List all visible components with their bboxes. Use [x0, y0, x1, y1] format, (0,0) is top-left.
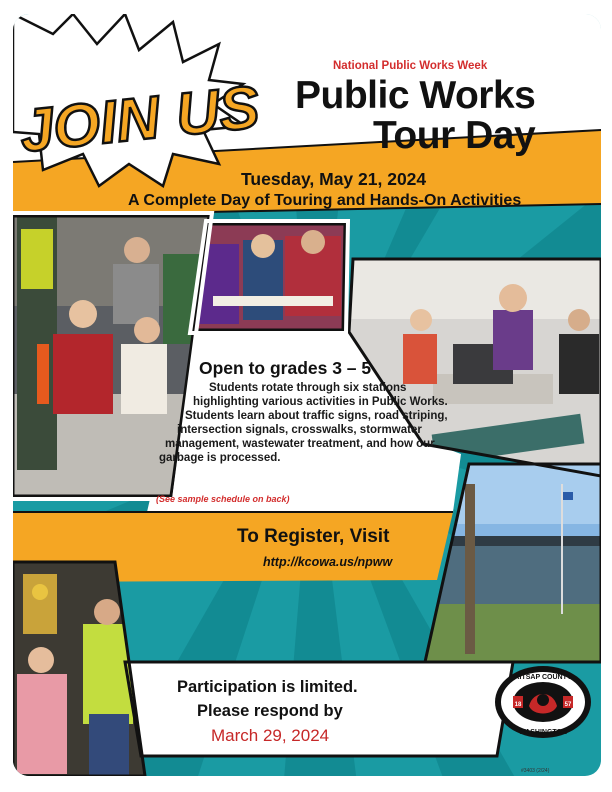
seal-right-year: 57	[564, 702, 572, 708]
join-us-badge	[13, 54, 273, 174]
description-line: intersection signals, crosswalks, stormwater	[177, 424, 422, 436]
seal-bottom-text: WASHINGTON	[518, 729, 568, 736]
description-line: management, wastewater treatment, and how our	[165, 438, 435, 450]
register-link[interactable]: http://kcowa.us/npww	[263, 555, 393, 569]
photo-kids-activity	[193, 224, 353, 330]
seal-left-year: 18	[514, 702, 522, 708]
join-us-text: JOIN US	[16, 72, 263, 165]
schedule-note: (See sample schedule on back)	[156, 494, 290, 504]
response-deadline: March 29, 2024	[211, 726, 330, 745]
event-tagline: A Complete Day of Touring and Hands-On Activities	[128, 192, 522, 209]
register-heading: To Register, Visit	[237, 526, 390, 547]
national-week-label: National Public Works Week	[333, 60, 488, 72]
description-line: Students learn about traffic signs, road striping,	[185, 410, 448, 422]
title-line-2: Tour Day	[373, 114, 536, 157]
document-code: #3403 (2/24)	[521, 768, 550, 774]
description-line: garbage is processed.	[159, 452, 281, 464]
title-line-1: Public Works	[295, 74, 536, 117]
description-line: Students rotate through six stations	[209, 382, 407, 394]
respond-by-label: Please respond by	[197, 702, 343, 720]
seal-top-text: KITSAP COUNTY	[514, 674, 572, 681]
event-date: Tuesday, May 21, 2024	[241, 169, 427, 189]
description-line: highlighting various activities in Public Works.	[193, 396, 448, 408]
seal-text	[495, 666, 591, 738]
flyer-frame	[13, 14, 601, 776]
grades-heading: Open to grades 3 – 5	[199, 358, 372, 378]
limited-notice: Participation is limited.	[177, 678, 358, 696]
